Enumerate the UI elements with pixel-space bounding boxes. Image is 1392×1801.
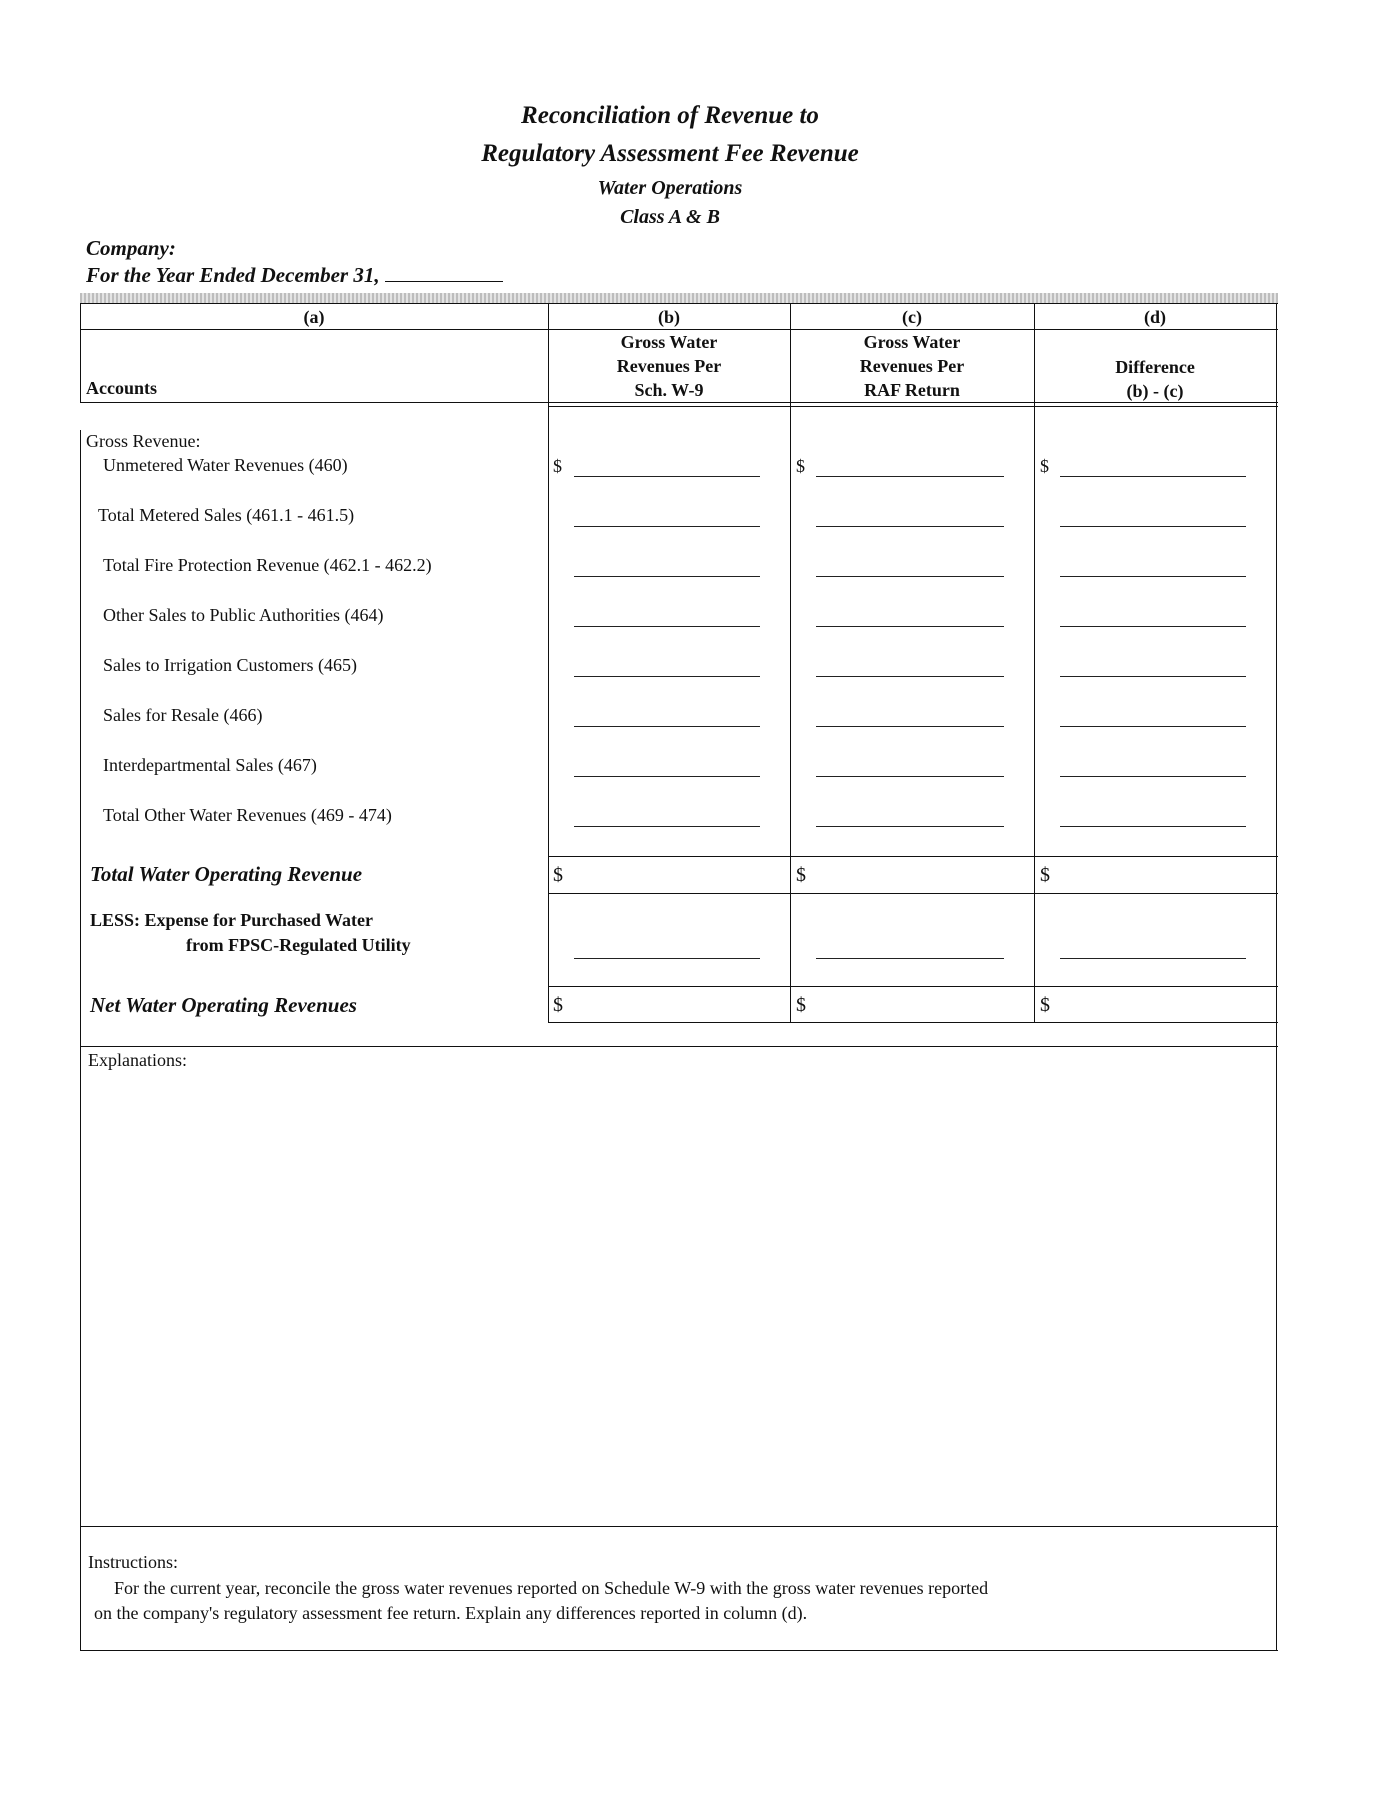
entry-line-c-less[interactable]	[816, 958, 1004, 959]
entry-line-b-5[interactable]	[574, 676, 760, 677]
right-border	[1276, 303, 1277, 1651]
entry-line-c-7[interactable]	[816, 776, 1004, 777]
entry-line-b-8[interactable]	[574, 826, 760, 827]
net-dollar-c[interactable]: $	[796, 994, 806, 1016]
entry-line-c-4[interactable]	[816, 626, 1004, 627]
entry-line-c-1[interactable]	[816, 476, 1004, 477]
entry-line-c-8[interactable]	[816, 826, 1004, 827]
net-row-bottom-rule	[548, 1022, 1278, 1023]
total-dollar-d[interactable]: $	[1040, 864, 1050, 886]
dollar-sign-d: $	[1040, 456, 1049, 476]
dollar-sign-b: $	[553, 456, 562, 476]
entry-line-c-5[interactable]	[816, 676, 1004, 677]
entry-line-c-6[interactable]	[816, 726, 1004, 727]
row-label-other-revenues: Total Other Water Revenues (469 - 474)	[103, 805, 392, 825]
row-label-metered: Total Metered Sales (461.1 - 461.5)	[98, 505, 355, 525]
entry-line-b-3[interactable]	[574, 576, 760, 577]
entry-line-b-less[interactable]	[574, 958, 760, 959]
net-dollar-d[interactable]: $	[1040, 994, 1050, 1016]
form-subtitle-line2: Class A & B	[620, 206, 720, 228]
total-water-operating-revenue-label: Total Water Operating Revenue	[90, 862, 363, 886]
col-d-title: Difference (b) - (c)	[1115, 357, 1195, 401]
col-a-letter: (a)	[303, 307, 325, 327]
entry-line-d-1[interactable]	[1060, 476, 1246, 477]
year-blank[interactable]	[385, 263, 503, 282]
row-label-irrigation: Sales to Irrigation Customers (465)	[103, 655, 357, 675]
entry-line-c-3[interactable]	[816, 576, 1004, 577]
row-label-interdepartmental: Interdepartmental Sales (467)	[103, 755, 317, 775]
col-d-letter: (d)	[1144, 307, 1166, 327]
company-label: Company:	[86, 236, 176, 260]
entry-line-d-7[interactable]	[1060, 776, 1246, 777]
col-b-letter: (b)	[658, 307, 680, 327]
entry-line-b-1[interactable]	[574, 476, 760, 477]
instructions-top-rule	[80, 1526, 1278, 1527]
entry-line-b-2[interactable]	[574, 526, 760, 527]
form-title-line1: Reconciliation of Revenue to	[521, 102, 819, 129]
entry-line-c-2[interactable]	[816, 526, 1004, 527]
instructions-label: Instructions:	[88, 1552, 178, 1572]
instructions-line1: For the current year, reconcile the gross water revenues reported on Schedule W-9 with the gross water revenues reported	[114, 1578, 989, 1598]
row-label-fire-protection: Total Fire Protection Revenue (462.1 - 462.2)	[103, 555, 432, 575]
entry-line-b-4[interactable]	[574, 626, 760, 627]
form-subtitle-line1: Water Operations	[597, 177, 743, 199]
form-title-line2: Regulatory Assessment Fee Revenue	[481, 140, 859, 167]
body-top-rule	[548, 406, 1278, 407]
left-border-body	[80, 430, 81, 1650]
entry-line-d-2[interactable]	[1060, 526, 1246, 527]
less-purchased-water-label: LESS: Expense for Purchased Water from FPSC-Regulated Utility	[90, 910, 411, 955]
shaded-divider	[80, 293, 1278, 303]
entry-line-b-7[interactable]	[574, 776, 760, 777]
entry-line-d-8[interactable]	[1060, 826, 1246, 827]
entry-line-d-less[interactable]	[1060, 958, 1246, 959]
row-label-unmetered: Unmetered Water Revenues (460)	[103, 455, 348, 475]
col-b-title: Gross Water Revenues Per Sch. W-9	[616, 332, 722, 400]
row-label-resale: Sales for Resale (466)	[103, 705, 263, 725]
year-ended-line	[86, 263, 503, 288]
header-top-rule	[80, 303, 1278, 304]
total-row-bottom-rule	[548, 893, 1278, 894]
row-label-public-authorities: Other Sales to Public Authorities (464)	[103, 605, 384, 625]
explanations-area[interactable]	[82, 1074, 1274, 1522]
explanations-top-rule	[80, 1046, 1278, 1047]
total-row-top-rule	[548, 856, 1278, 857]
form-bottom-rule	[80, 1650, 1278, 1651]
gross-revenue-label: Gross Revenue:	[86, 431, 201, 451]
col-a-title: Accounts	[86, 378, 157, 398]
entry-line-d-3[interactable]	[1060, 576, 1246, 577]
net-dollar-b[interactable]: $	[553, 994, 563, 1016]
instructions-line2: on the company's regulatory assessment fee return. Explain any differences reported in column (d).	[94, 1603, 808, 1623]
dollar-sign-c: $	[796, 456, 805, 476]
col-c-title: Gross Water Revenues Per RAF Return	[859, 332, 965, 400]
entry-line-d-4[interactable]	[1060, 626, 1246, 627]
entry-line-d-5[interactable]	[1060, 676, 1246, 677]
total-dollar-c[interactable]: $	[796, 864, 806, 886]
col-d-left-rule	[1034, 303, 1035, 1023]
col-b-left-rule	[548, 303, 549, 1023]
net-row-top-rule	[548, 986, 1278, 987]
explanations-label: Explanations:	[88, 1050, 187, 1070]
year-ended-label: For the Year Ended December 31,	[86, 263, 380, 287]
col-c-left-rule	[790, 303, 791, 1023]
total-dollar-b[interactable]: $	[553, 864, 563, 886]
net-water-operating-revenues-label: Net Water Operating Revenues	[90, 993, 357, 1017]
entry-line-d-6[interactable]	[1060, 726, 1246, 727]
col-c-letter: (c)	[902, 307, 922, 327]
entry-line-b-6[interactable]	[574, 726, 760, 727]
